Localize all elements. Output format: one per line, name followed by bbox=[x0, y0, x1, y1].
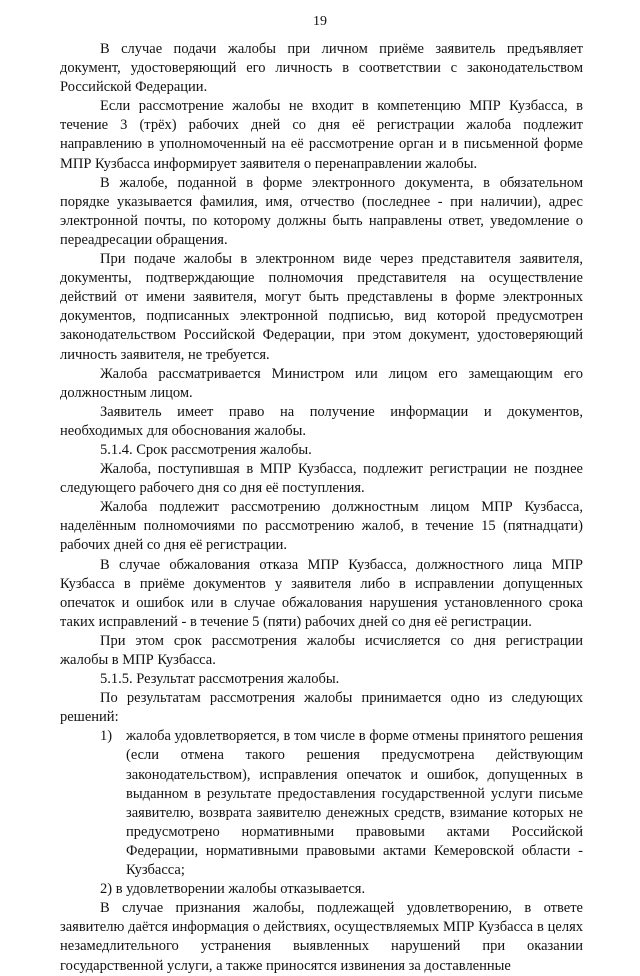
document-body bbox=[60, 40, 583, 976]
paragraph-personal-submission: В случае подачи жалобы при личном приёме заявитель предъявляет документ, удостоверяющий его личность в соответствии с законодательством Российской Федерации. bbox=[60, 41, 583, 96]
paragraph-decisions-intro: По результатам рассмотрения жалобы принимается одно из следующих решений: bbox=[60, 690, 583, 726]
list-item-number: 1) bbox=[100, 728, 113, 745]
list-item-decision-1 bbox=[100, 727, 583, 880]
paragraph-term-calculation: При этом срок рассмотрения жалобы исчисляется со дня регистрации жалобы в МПР Кузбасса. bbox=[60, 632, 583, 668]
section-heading-5-1-5: 5.1.5. Результат рассмотрения жалобы. bbox=[100, 671, 340, 688]
paragraph-electronic-complaint: В жалобе, поданной в форме электронного документа, в обязательном порядке указывается фамилия, имя, отчество (последнее - при наличии), адрес электронной почты, по которому должны быть направлены ответ, уведомление о переадресации обращения. bbox=[60, 174, 583, 248]
paragraph-decision-2: 2) в удовлетворении жалобы отказывается. bbox=[100, 881, 366, 898]
paragraph-satisfaction-response: В случае признания жалобы, подлежащей удовлетворению, в ответе заявителю даётся информация о действиях, осуществляемых МПР Кузбасса в целях незамедлительного устранения выявленных нарушений при оказании государственной услуги, а также приносятся извинения за доставленные bbox=[60, 900, 583, 974]
paragraph-refusal-appeal: В случае обжалования отказа МПР Кузбасса, должностного лица МПР Кузбасса в приёме документов у заявителя либо в исправлении допущенных опечаток и ошибок или в случае обжалования нарушения установленного срока таких исправлений - в течение 5 (пяти) рабочих дней со дня её регистрации. bbox=[60, 556, 583, 630]
page-number: 19 bbox=[313, 14, 327, 29]
paragraph-review-period: Жалоба подлежит рассмотрению должностным лицом МПР Кузбасса, наделённым полномочиями по рассмотрению жалоб, в течение 15 (пятнадцати) рабочих дней со дня её регистрации. bbox=[60, 499, 583, 554]
paragraph-representative: При подаче жалобы в электронном виде через представителя заявителя, документы, подтверждающие полномочия представителя на осуществление действий от имени заявителя, могут быть представлены в форме электронных документов, подписанных электронной подписью, вид которой предусмотрен законодательством Российской Федерации, при этом документ, удостоверяющий личность заявителя, не требуется. bbox=[60, 251, 583, 363]
section-heading-5-1-4: 5.1.4. Срок рассмотрения жалобы. bbox=[100, 441, 312, 458]
paragraph-registration: Жалоба, поступившая в МПР Кузбасса, подлежит регистрации не позднее следующего рабочего дня со дня её поступления. bbox=[60, 461, 583, 497]
list-item-text: жалоба удовлетворяется, в том числе в форме отмены принятого решения (если отмена такого решения предусмотрена действующим законодательством), исправления опечаток и ошибок, допущенных в выданном в результате предоставления государственной услуги письме заявителю, возврата заявителю денежных средств, взимание которых не предусмотрено нормативными правовыми актами Российской Федерации, нормативными правовыми актами Кемеровской области - Кузбасса; bbox=[126, 728, 583, 879]
paragraph-applicant-rights: Заявитель имеет право на получение информации и документов, необходимых для обоснования жалобы. bbox=[60, 403, 583, 439]
paragraph-redirect-complaint: Если рассмотрение жалобы не входит в компетенцию МПР Кузбасса, в течение 3 (трёх) рабочих дней со дня её регистрации жалоба подлежит направлению в уполномоченный на её рассмотрение орган и в письменной форме МПР Кузбасса информирует заявителя о перенаправлении жалобы. bbox=[60, 98, 583, 172]
paragraph-reviewer: Жалоба рассматривается Министром или лицом его замещающим его должностным лицом. bbox=[60, 365, 583, 401]
